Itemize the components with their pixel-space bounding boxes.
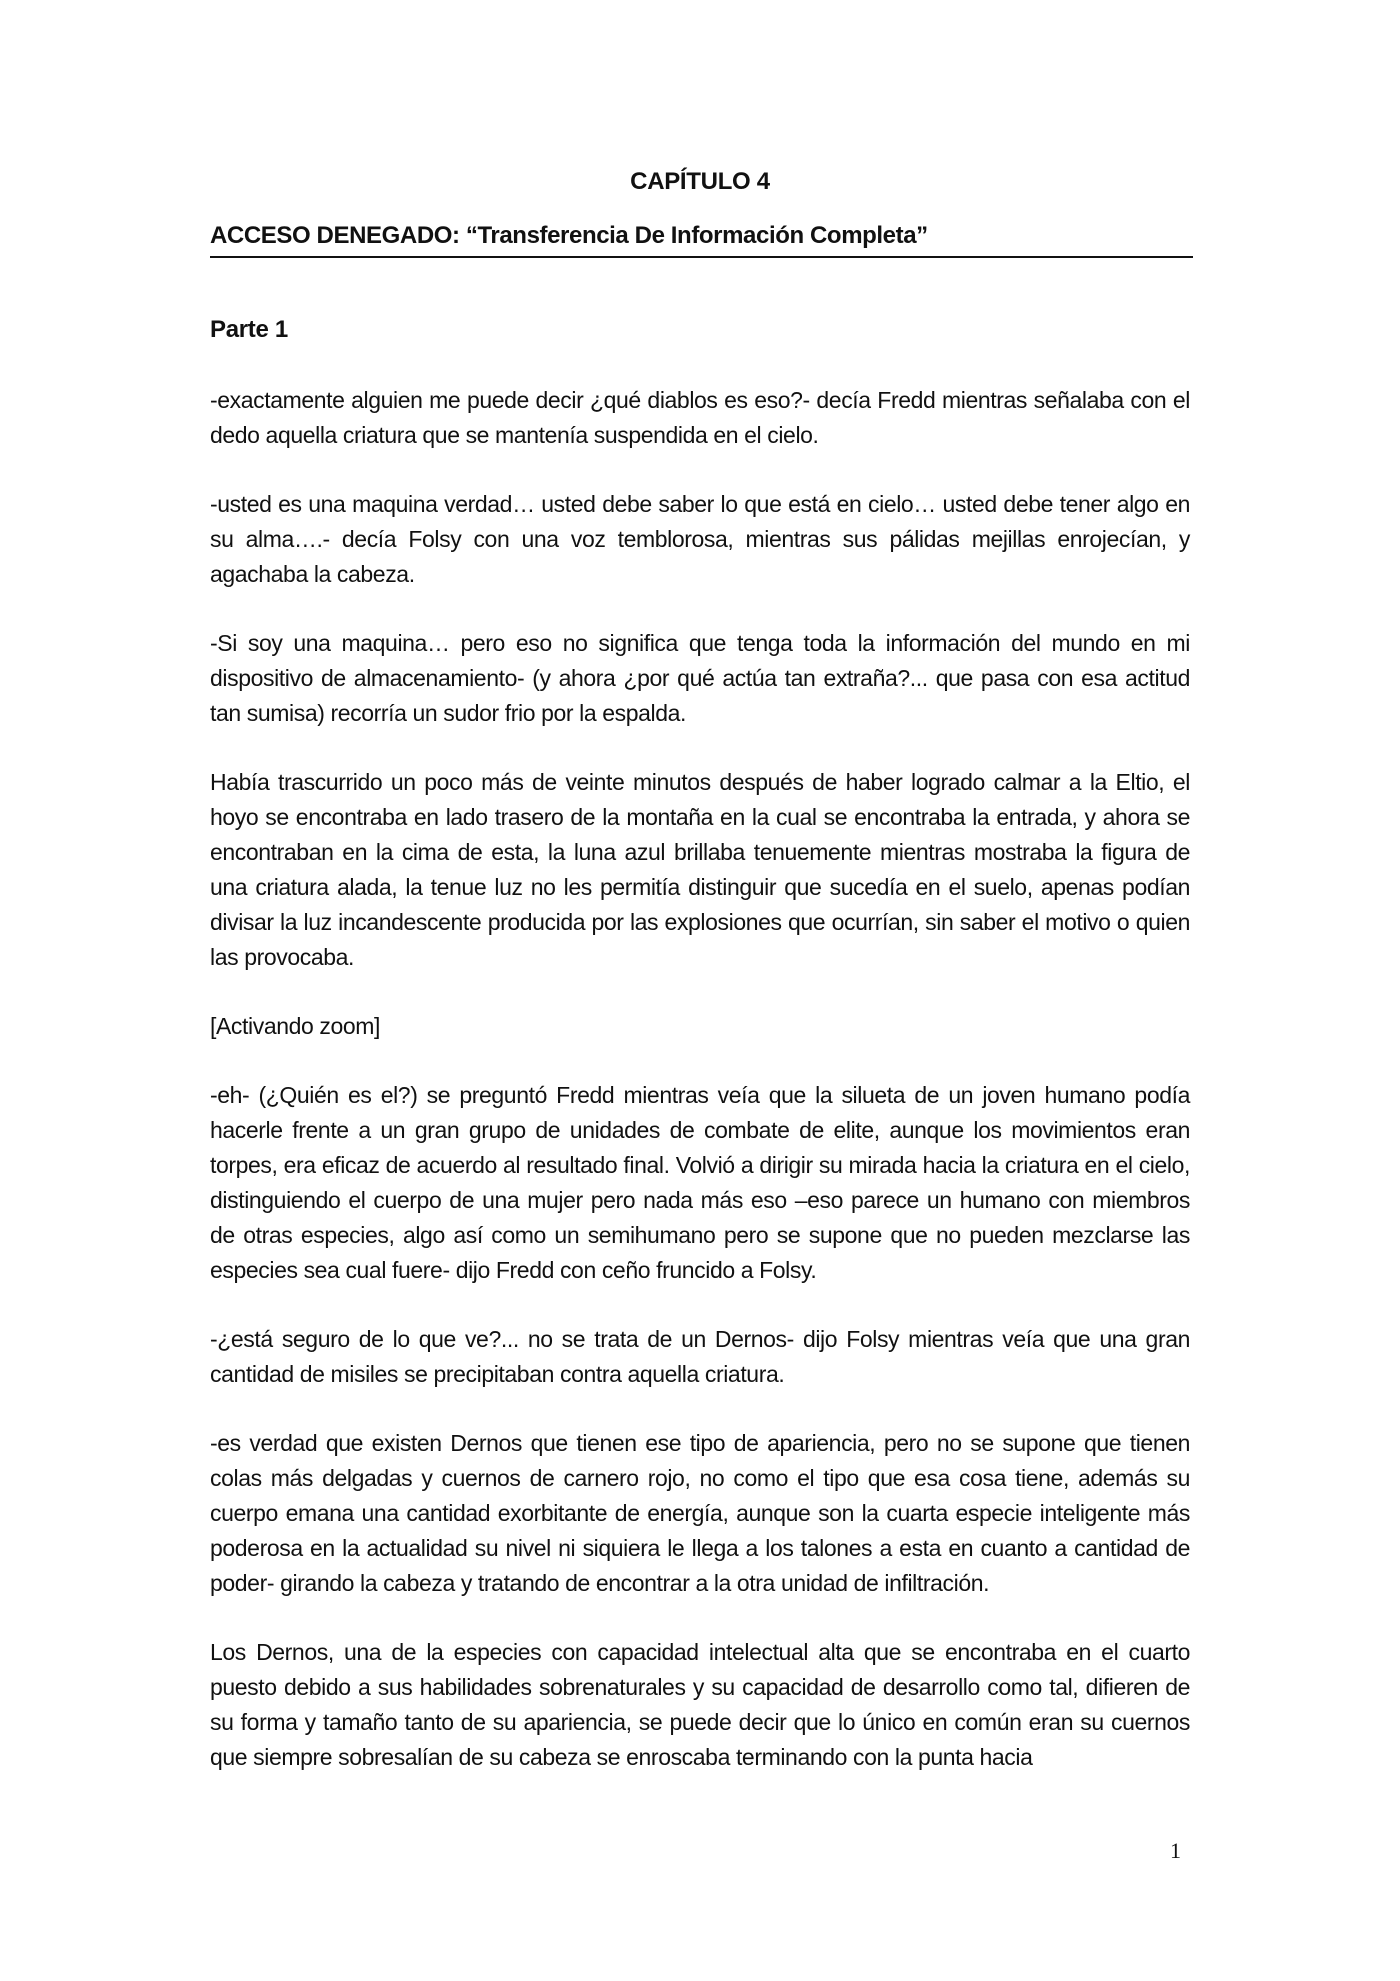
paragraph: -Si soy una maquina… pero eso no significa que tenga toda la información del mundo en mi dispositivo de almacenamiento- (y ahora ¿por qué actúa tan extraña?... que pasa con esa actitud tan sumisa) recorría un sudor frio por la espalda. bbox=[210, 630, 1190, 726]
paragraph: Los Dernos, una de la especies con capacidad intelectual alta que se encontraba en el cuarto puesto debido a sus habilidades sobrenaturales y su capacidad de desarrollo como tal, difieren de su forma y tamaño tanto de su apariencia, se puede decir que lo único en común eran su cuernos que siempre sobresalían de su cabeza se enroscaba terminando con la punta hacia bbox=[210, 1639, 1190, 1770]
page-number: 1 bbox=[1170, 1838, 1181, 1863]
chapter-subtitle: ACCESO DENEGADO: “Transferencia De Información Completa” bbox=[210, 222, 1193, 258]
paragraph: -¿está seguro de lo que ve?... no se trata de un Dernos- dijo Folsy mientras veía que una gran cantidad de misiles se precipitaban contra aquella criatura. bbox=[210, 1326, 1190, 1387]
paragraph: Había trascurrido un poco más de veinte minutos después de haber logrado calmar a la Eltio, el hoyo se encontraba en lado trasero de la montaña en la cual se encontraba la entrada, y ahora se encontraban en la cima de esta, la luna azul brillaba tenuemente mientras mostraba la figura de una criatura alada, la tenue luz no les permitía distinguir que sucedía en el suelo, apenas podían divisar la luz incandescente producida por las explosiones que ocurrían, sin saber el motivo o quien las provocaba. bbox=[210, 769, 1190, 970]
paragraph: -es verdad que existen Dernos que tienen ese tipo de apariencia, pero no se supone que tienen colas más delgadas y cuernos de carnero rojo, no como el tipo que esa cosa tiene, además su cuerpo emana una cantidad exorbitante de energía, aunque son la cuarta especie inteligente más poderosa en la actualidad su nivel ni siquiera le llega a los talones a esta en cuanto a cantidad de poder- girando la cabeza y tratando de encontrar a la otra unidad de infiltración. bbox=[210, 1430, 1190, 1596]
paragraph: -exactamente alguien me puede decir ¿qué diablos es eso?- decía Fredd mientras señalaba con el dedo aquella criatura que se mantenía suspendida en el cielo. bbox=[210, 387, 1190, 448]
chapter-title: CAPÍTULO 4 bbox=[630, 168, 770, 195]
paragraph: -eh- (¿Quién es el?) se preguntó Fredd mientras veía que la silueta de un joven humano podía hacerle frente a un gran grupo de unidades de combate de elite, aunque los movimientos eran torpes, era eficaz de acuerdo al resultado final. Volvió a dirigir su mirada hacia la criatura en el cielo, distinguiendo el cuerpo de una mujer pero nada más eso –eso parece un humano con miembros de otras especies, algo así como un semihumano pero se supone que no pueden mezclarse las especies sea cual fuere- dijo Fredd con ceño fruncido a Folsy. bbox=[210, 1082, 1190, 1283]
part-heading: Parte 1 bbox=[210, 316, 288, 343]
body-text bbox=[210, 383, 1190, 1809]
paragraph: -usted es una maquina verdad… usted debe saber lo que está en cielo… usted debe tener algo en su alma….- decía Folsy con una voz temblorosa, mientras sus pálidas mejillas enrojecían, y agachaba la cabeza. bbox=[210, 491, 1190, 587]
paragraph: [Activando zoom] bbox=[210, 1013, 381, 1039]
